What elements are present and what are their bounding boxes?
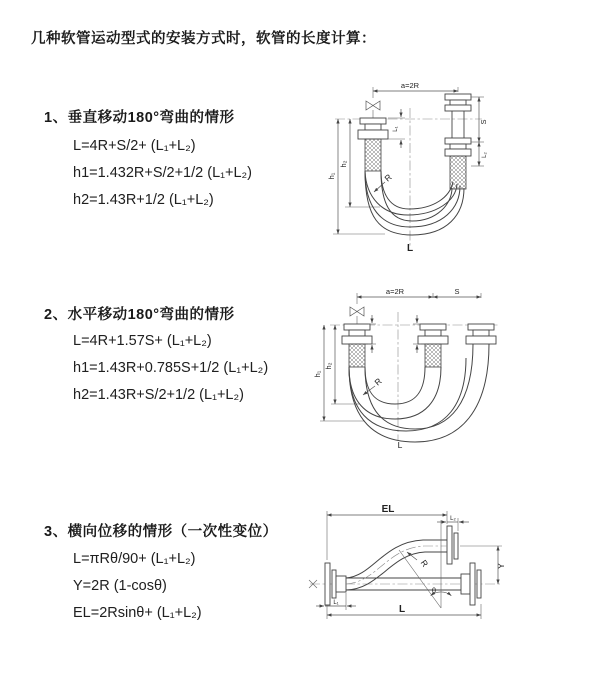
- fitting-left-label: L₁: [393, 126, 399, 132]
- length-label: L: [398, 604, 406, 615]
- middle-pipe-fitting: [418, 324, 448, 367]
- valve-icon: [350, 307, 364, 324]
- formula-h2: h2=1.43R+S/2+1/2 (L₁+L₂): [73, 387, 244, 403]
- radius-label: R: [382, 171, 394, 184]
- right-pipe-fitting: [466, 324, 496, 344]
- right-flange-original: [461, 563, 481, 605]
- hose-u-bends: [349, 344, 489, 442]
- section-2-formulas: [73, 328, 268, 409]
- angle-theta-label: θ: [431, 586, 437, 595]
- radius-label: R: [418, 557, 431, 569]
- dimension-travel-s: [471, 97, 488, 166]
- hose-s-curve: [346, 540, 447, 590]
- formula-length: L=4R+1.57S+ (L₁+L₂): [73, 333, 212, 349]
- left-flange: [325, 563, 346, 605]
- diagram-vertical-180-bend: [310, 76, 585, 256]
- formula-el: EL=2Rsinθ+ (L₁+L₂): [73, 605, 202, 621]
- valve-icon: [366, 101, 380, 118]
- formula-h1: h1=1.432R+S/2+1/2 (L₁+L₂): [73, 165, 253, 181]
- formula-length: L=4R+S/2+ (L₁+L₂): [73, 138, 196, 154]
- width-a2r-label: a=2R: [400, 81, 420, 90]
- left-pipe-fitting: [358, 118, 388, 171]
- section-3-heading: 3、横向位移的情形（一次性变位）: [44, 524, 278, 540]
- formula-length: L=πRθ/90+ (L₁+L₂): [73, 551, 196, 567]
- hose-u-bend: [365, 171, 464, 235]
- travel-s-label: S: [454, 287, 460, 296]
- fitting-right-label: L₂: [482, 152, 488, 158]
- fitting-left-label: L₁: [333, 600, 339, 606]
- formula-h1: h1=1.43R+0.785S+1/2 (L₁+L₂): [73, 360, 269, 376]
- dimension-fitting-l2: [437, 516, 469, 531]
- diagram-lateral-displacement: [295, 500, 600, 655]
- fitting-right-label: L₂: [450, 516, 456, 522]
- section-1-heading: 1、垂直移动180°弯曲的情形: [44, 110, 235, 126]
- width-a2r-label: a=2R: [385, 287, 405, 296]
- height1-label: h₁: [313, 370, 322, 378]
- fitting-length-ticks: [368, 315, 421, 353]
- right-pipe-fitting: [445, 94, 471, 189]
- section-1-formulas: [73, 133, 252, 214]
- length-label: L: [406, 243, 414, 254]
- formula-y: Y=2R (1-cosθ): [73, 578, 167, 594]
- dimension-width-a2r-and-s: [357, 287, 481, 304]
- diagram-horizontal-180-bend: [310, 282, 595, 450]
- section-3-formulas: [73, 546, 202, 627]
- offset-y-label: Y: [496, 563, 506, 569]
- radius-label: R: [372, 375, 384, 388]
- page-title: 几种软管运动型式的安装方式时，软管的长度计算：: [31, 31, 376, 47]
- height1-label: h₁: [327, 172, 336, 180]
- travel-s-label: S: [479, 119, 488, 125]
- dimension-fitting-l1: [388, 109, 405, 148]
- left-pipe-fitting: [342, 324, 372, 367]
- height2-label: h₂: [324, 362, 333, 370]
- right-flange-displaced: [447, 526, 458, 564]
- formula-h2: h2=1.43R+1/2 (L₁+L₂): [73, 192, 214, 208]
- height2-label: h₂: [339, 160, 348, 168]
- section-2-heading: 2、水平移动180°弯曲的情形: [44, 307, 235, 323]
- length-label: L: [397, 440, 403, 450]
- el-label: EL: [381, 504, 395, 515]
